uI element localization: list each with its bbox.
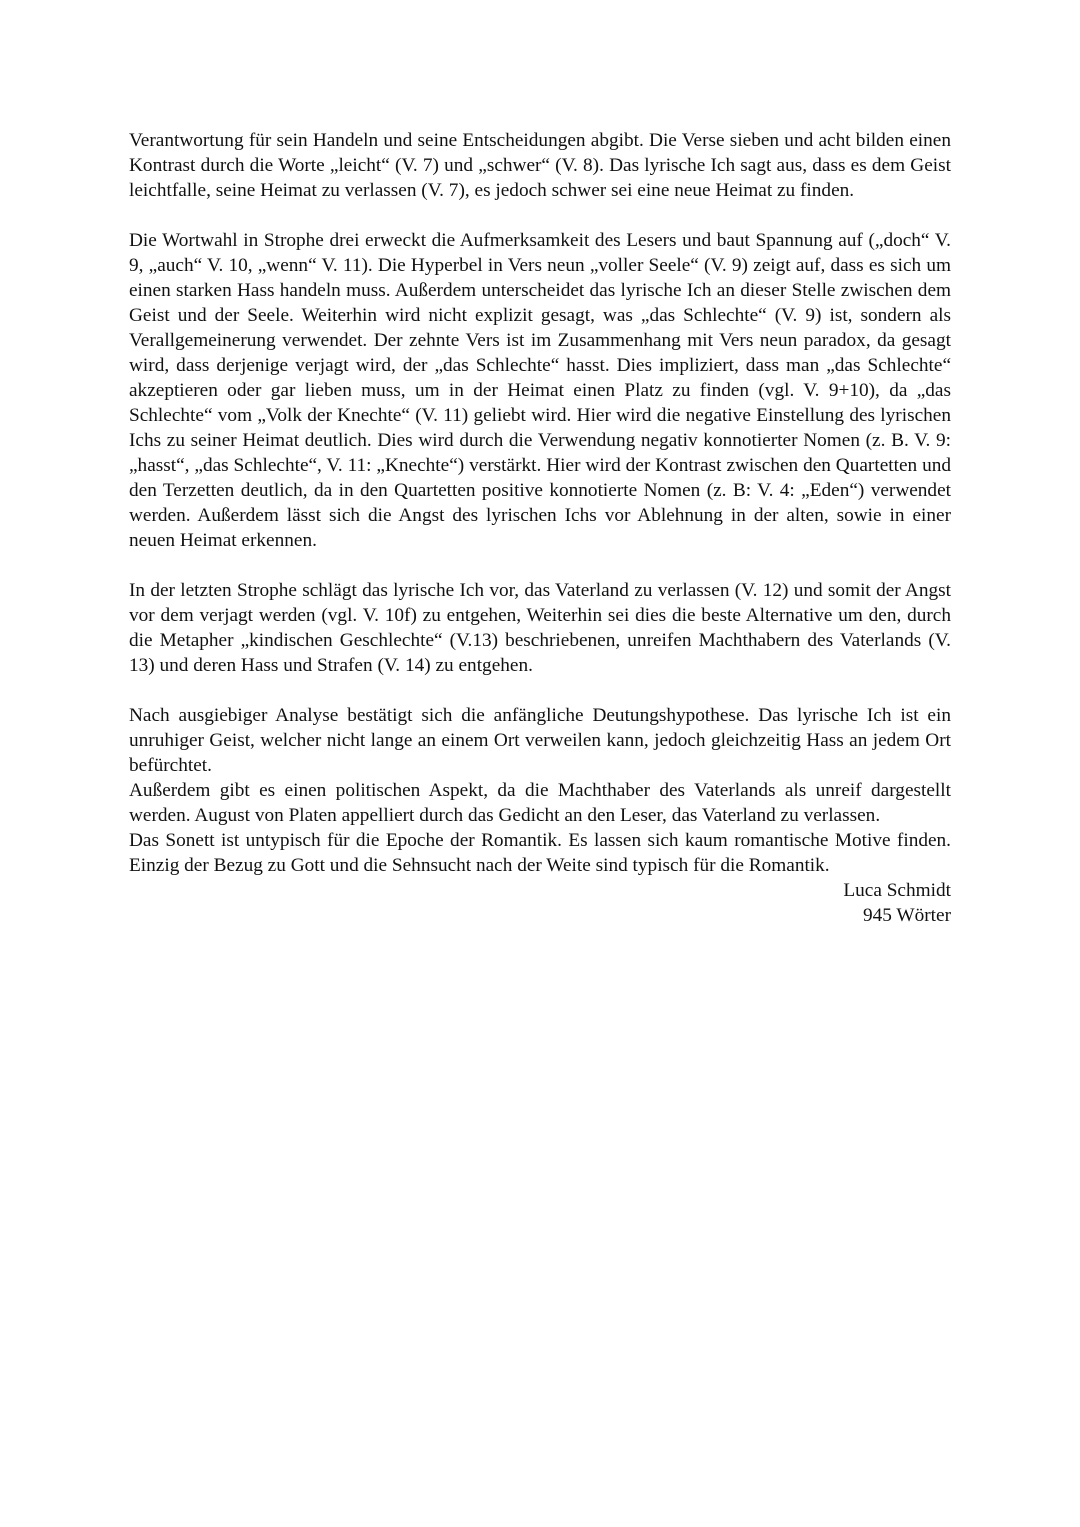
- author-name: Luca Schmidt: [843, 880, 951, 901]
- paragraph-last-stanza: In der letzten Strophe schlägt das lyrische Ich vor, das Vaterland zu verlassen (V. 12) und somit der Angst vor dem verjagt werden (vgl. V. 10f) zu entgehen, Weiterhin sei dies die beste Alternative um den, durch die Metapher „kindischen Geschlechte“ (V.13) beschriebenen, unreifen Machthabern des Vaterlands (V. 13) und deren Hass und Strafen (V. 14) zu entgehen.: [129, 580, 951, 676]
- conclusion-paragraph-hypothesis: Nach ausgiebiger Analyse bestätigt sich die anfängliche Deutungshypothese. Das lyrische Ich ist ein unruhiger Geist, welcher nicht lange an einem Ort verweilen kann, jedoch gleichzeitig Hass an jedem Ort befürchtet.: [129, 705, 951, 776]
- paragraph-stanza-three: Die Wortwahl in Strophe drei erweckt die Aufmerksamkeit des Lesers und baut Spannung auf („doch“ V. 9, „auch“ V. 10, „wenn“ V. 11). Die Hyperbel in Vers neun „voller Seele“ (V. 9) zeigt auf, dass es sich um einen starken Hass handeln muss. Außerdem unterscheidet das lyrische Ich an dieser Stelle zwischen dem Geist und der Seele. Weiterhin wird nicht explizit gesagt, was „das Schlechte“ (V. 9) ist, sondern als Verallgemeinerung verwendet. Der zehnte Vers ist im Zusammenhang mit Vers neun paradox, da gesagt wird, dass derjenige verjagt wird, der „das Schlechte“ hasst. Dies impliziert, dass man „das Schlechte“ akzeptieren oder gar lieben muss, um in der Heimat einen Platz zu finden (vgl. V. 9+10), da „das Schlechte“ vom „Volk der Knechte“ (V. 11) geliebt wird. Hier wird die negative Einstellung des lyrischen Ichs zu seiner Heimat deutlich. Dies wird durch die Verwendung negativ konnotierter Nomen (z. B. V. 9: „hasst“, „das Schlechte“, V. 11: „Knechte“) verstärkt. Hier wird der Kontrast zwischen den Quartetten und den Terzetten deutlich, da in den Quartetten positive konnotierte Nomen (z. B: V. 4: „Eden“) verwendet werden. Außerdem lässt sich die Angst des lyrischen Ichs vor Ablehnung in der alten, sowie in einer neuen Heimat erkennen.: [129, 230, 951, 551]
- word-count: 945 Wörter: [863, 905, 951, 926]
- conclusion-paragraph-political: Außerdem gibt es einen politischen Aspekt, da die Machthaber des Vaterlands als unreif dargestellt werden. August von Platen appelliert durch das Gedicht an den Leser, das Vaterland zu verlassen.: [129, 780, 951, 826]
- document-page: [129, 128, 951, 928]
- paragraph-continuation: Verantwortung für sein Handeln und seine Entscheidungen abgibt. Die Verse sieben und acht bilden einen Kontrast durch die Worte „leicht“ (V. 7) und „schwer“ (V. 8). Das lyrische Ich sagt aus, dass es dem Geist leichtfalle, seine Heimat zu verlassen (V. 7), es jedoch schwer sei eine neue Heimat zu finden.: [129, 130, 951, 201]
- conclusion-paragraph-epoch: Das Sonett ist untypisch für die Epoche der Romantik. Es lassen sich kaum romantische Motive finden. Einzig der Bezug zu Gott und die Sehnsucht nach der Weite sind typisch für die Romantik.: [129, 830, 951, 876]
